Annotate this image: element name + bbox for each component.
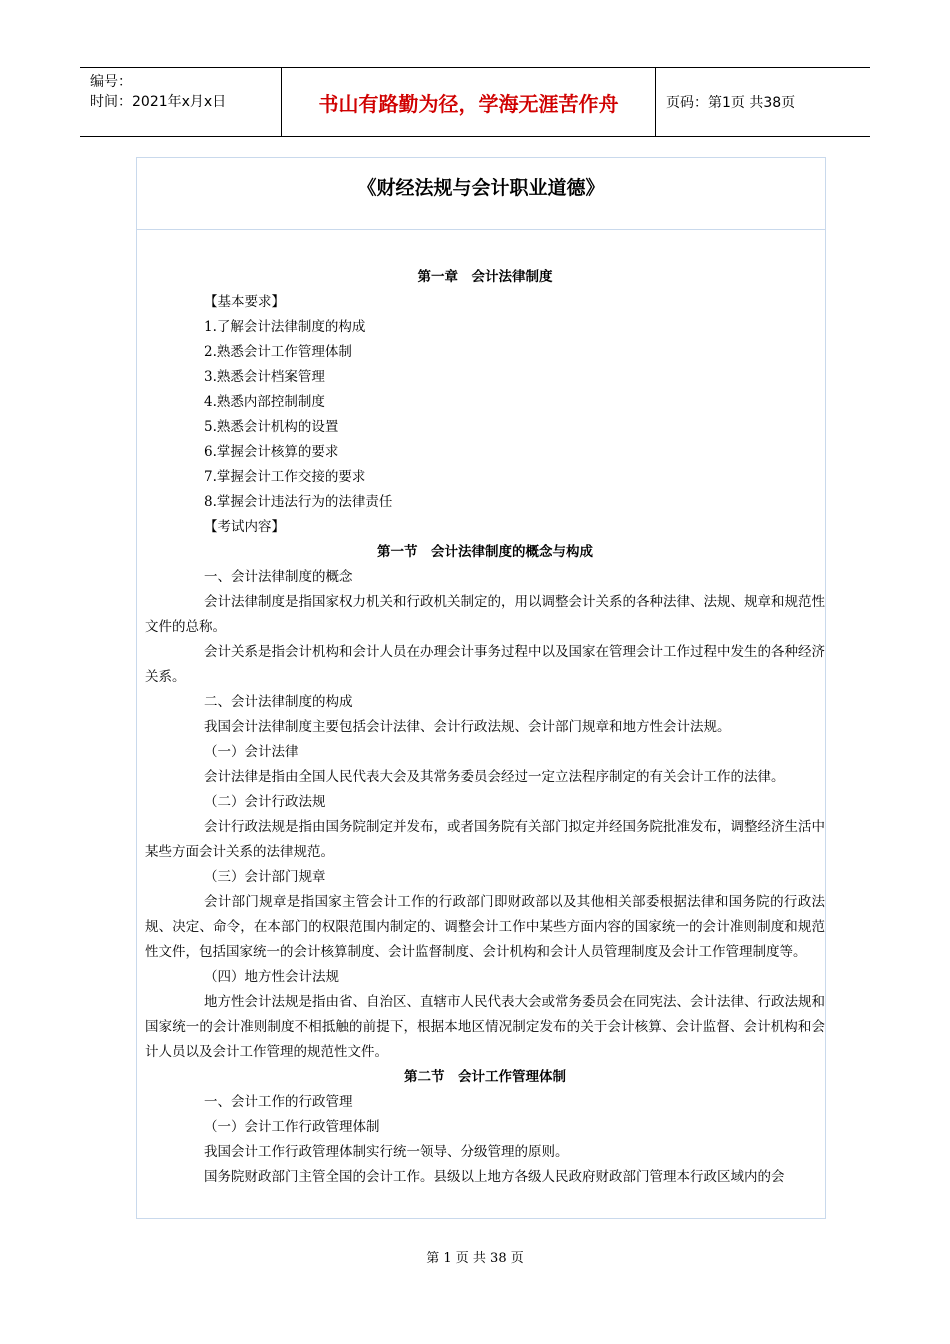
subsection-heading: （四）地方性会计法规	[204, 969, 339, 985]
paragraph: 地方性会计法规是指由省、自治区、直辖市人民代表大会或常务委员会在同宪法、会计法律、行政法规和国家统一的会计准则制度不相抵触的前提下，根据本地区情况制定发布的关于会计核算、会计监督、会计机构和会计人员以及会计工作管理的规范性文件。	[145, 994, 825, 1060]
requirement-item: 5.熟悉会计机构的设置	[204, 419, 339, 435]
section-heading: 一、会计法律制度的概念	[204, 569, 353, 585]
header-table	[80, 67, 870, 137]
motto: 书山有路勤为径，学海无涯苦作舟	[282, 68, 656, 136]
paragraph: 会计法律是指由全国人民代表大会及其常务委员会经过一定立法程序制定的有关会计工作的法律。	[204, 769, 785, 785]
page-info: 页码：第1页 共38页	[666, 95, 796, 111]
chapter-title: 第一章 会计法律制度	[417, 269, 553, 285]
page-footer: 第 1 页 共 38 页	[426, 1251, 524, 1266]
document-body	[137, 230, 825, 1190]
header-meta-cell	[80, 68, 282, 136]
exam-content-label: 【考试内容】	[204, 519, 285, 535]
paragraph: 会计部门规章是指国家主管会计工作的行政部门即财政部以及其他相关部委根据法律和国务院的行政法规、决定、命令，在本部门的权限范围内制定的、调整会计工作中某些方面内容的国家统一的会计准则制度和规范性文件，包括国家统一的会计核算制度、会计监督制度、会计机构和会计人员管理制度及会计工作管理制度等。	[145, 894, 825, 960]
requirement-item: 7.掌握会计工作交接的要求	[204, 469, 366, 485]
requirement-item: 3.熟悉会计档案管理	[204, 369, 325, 385]
paragraph: 会计法律制度是指国家权力机关和行政机关制定的，用以调整会计关系的各种法律、法规、规章和规范性文件的总称。	[145, 594, 825, 635]
subsection-heading: （二）会计行政法规	[204, 794, 326, 810]
requirement-item: 2.熟悉会计工作管理体制	[204, 344, 352, 360]
requirement-item: 4.熟悉内部控制制度	[204, 394, 325, 410]
requirement-item: 6.掌握会计核算的要求	[204, 444, 339, 460]
subsection-heading: （一）会计法律	[204, 744, 299, 760]
number-label: 编号：	[90, 74, 132, 90]
paragraph: 会计行政法规是指由国务院制定并发布，或者国务院有关部门拟定并经国务院批准发布，调整经济生活中某些方面会计关系的法律规范。	[145, 819, 825, 860]
subsection-heading: （一）会计工作行政管理体制	[204, 1119, 380, 1135]
section-title: 第二节 会计工作管理体制	[404, 1069, 566, 1085]
paragraph: 我国会计工作行政管理体制实行统一领导、分级管理的原则。	[204, 1144, 569, 1160]
paragraph: 我国会计法律制度主要包括会计法律、会计行政法规、会计部门规章和地方性会计法规。	[204, 719, 731, 735]
section-heading: 一、会计工作的行政管理	[204, 1094, 353, 1110]
section-heading: 二、会计法律制度的构成	[204, 694, 353, 710]
document-title: 《财经法规与会计职业道德》	[137, 158, 825, 230]
subsection-heading: （三）会计部门规章	[204, 869, 326, 885]
requirement-item: 8.掌握会计违法行为的法律责任	[204, 494, 393, 510]
paragraph: 会计关系是指会计机构和会计人员在办理会计事务过程中以及国家在管理会计工作过程中发生的各种经济关系。	[145, 644, 825, 685]
document-frame	[136, 157, 826, 1219]
section-title: 第一节 会计法律制度的概念与构成	[377, 544, 593, 560]
requirement-item: 1.了解会计法律制度的构成	[204, 319, 366, 335]
time-label: 时间：2021年x月x日	[90, 94, 227, 110]
paragraph: 国务院财政部门主管全国的会计工作。县级以上地方各级人民政府财政部门管理本行政区域内的会	[204, 1169, 785, 1185]
basic-requirements-label: 【基本要求】	[204, 294, 285, 310]
